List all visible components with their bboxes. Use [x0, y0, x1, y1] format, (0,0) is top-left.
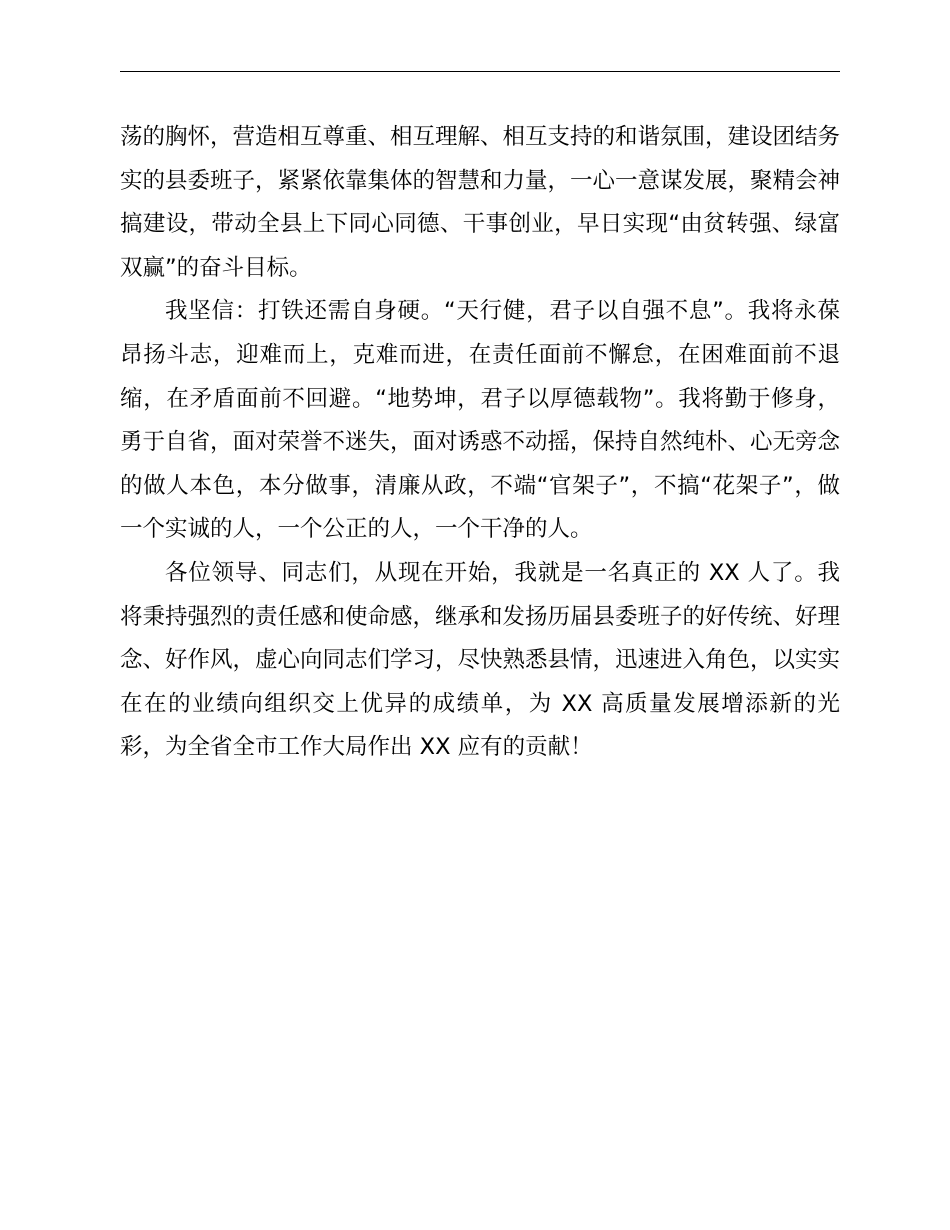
document-body — [120, 116, 840, 770]
paragraph-closing: 各位领导、同志们，从现在开始，我就是一名真正的 XX 人了。我将秉持强烈的责任感和使命感，继承和发扬历届县委班子的好传统、好理念、好作风，虚心向同志们学习，尽快熟悉县情，迅速进入角色，以实实在在的业绩向组织交上优异的成绩单，为 XX 高质量发展增添新的光彩，为全省全市工作大局作出 XX 应有的贡献！ — [120, 559, 841, 761]
header-rule — [120, 71, 840, 72]
paragraph-continuation: 荡的胸怀，营造相互尊重、相互理解、相互支持的和谐氛围，建设团结务实的县委班子，紧紧依靠集体的智慧和力量，一心一意谋发展，聚精会神搞建设，带动全县上下同心同德、干事创业，早日实现“由贫转强、绿富双赢”的奋斗目标。 — [120, 124, 841, 281]
paragraph-self-discipline: 我坚信：打铁还需自身硬。“天行健，君子以自强不息”。我将永葆昂扬斗志，迎难而上，克难而进，在责任面前不懈怠，在困难面前不退缩，在矛盾面前不回避。“地势坤，君子以厚德载物”。我将勤于修身，勇于自省，面对荣誉不迷失，面对诱惑不动摇，保持自然纯朴、心无旁念的做人本色，本分做事，清廉从政，不端“官架子”，不搞“花架子”，做一个实诚的人，一个公正的人，一个干净的人。 — [120, 298, 841, 543]
